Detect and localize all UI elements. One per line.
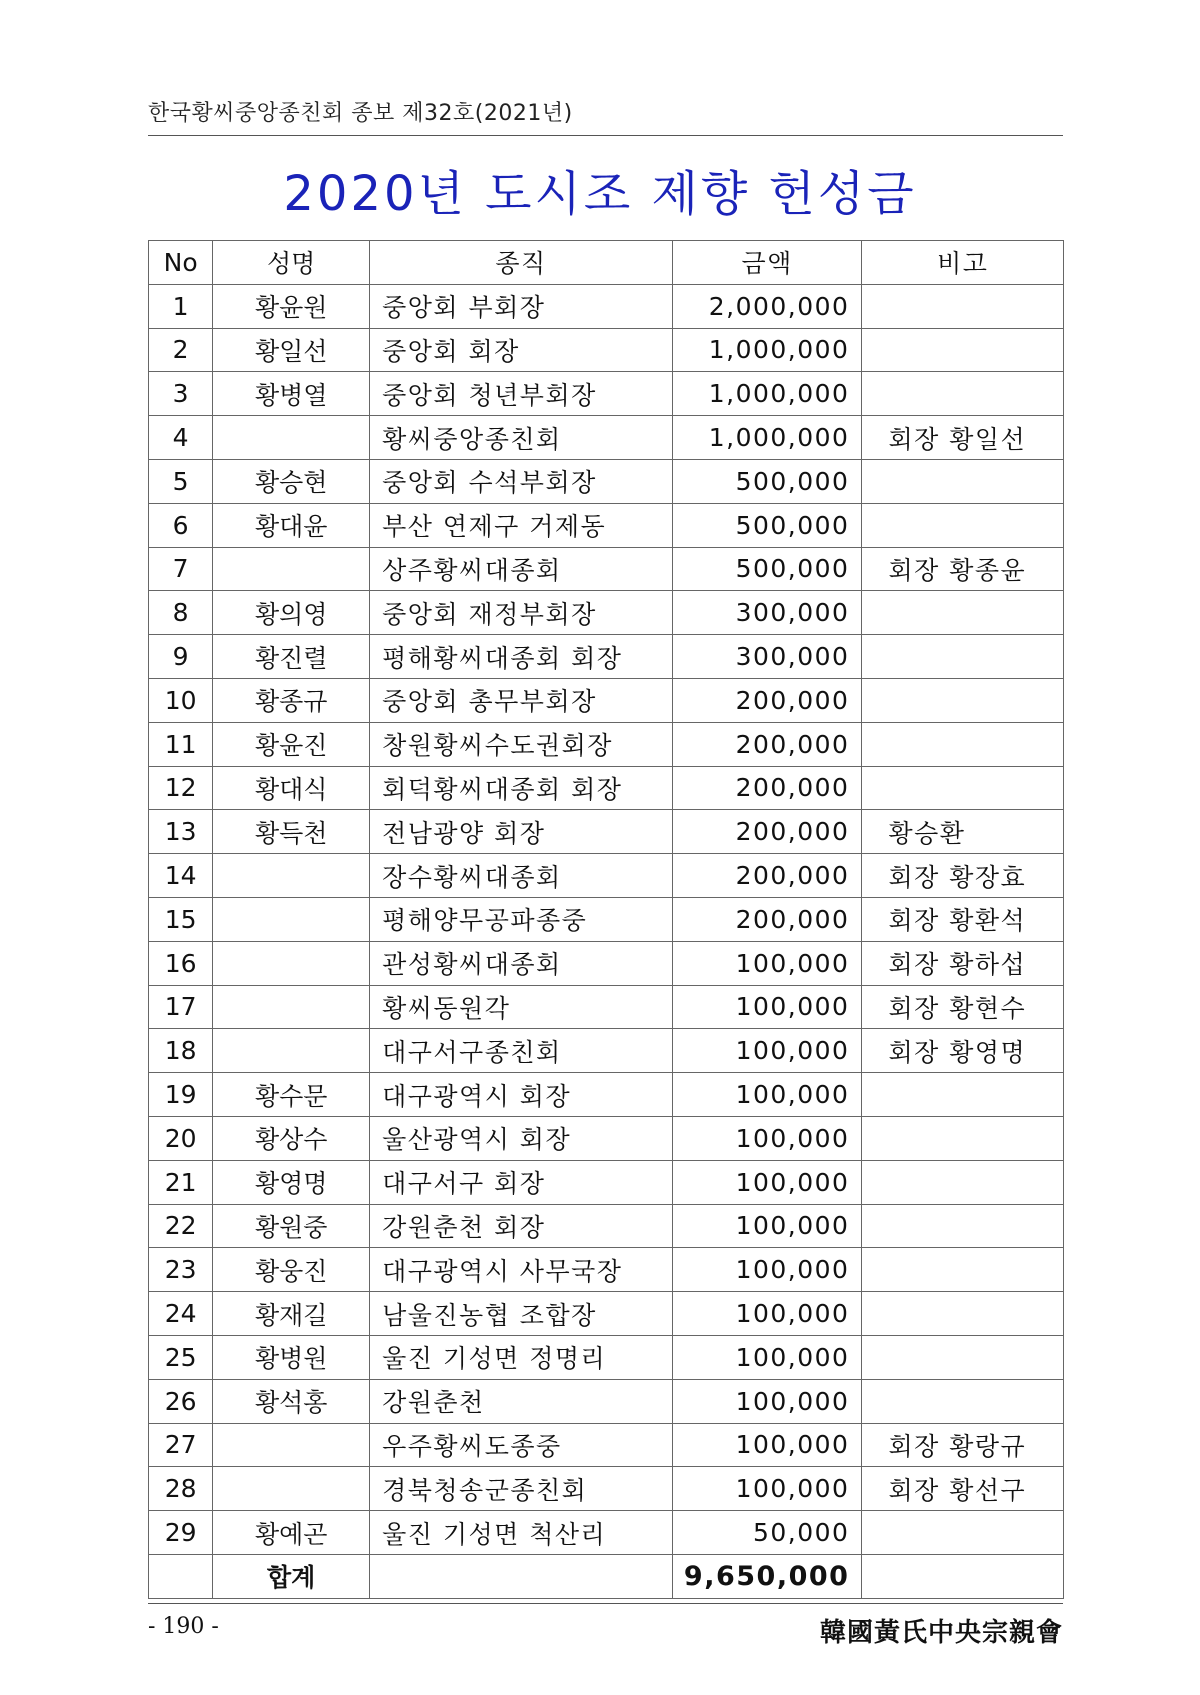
- table-row: [149, 1029, 1064, 1073]
- row-note: [862, 1292, 1064, 1336]
- row-title: 황씨동원각: [370, 985, 673, 1029]
- row-name: 황득천: [213, 810, 370, 854]
- row-note: 회장 황영명: [862, 1029, 1064, 1073]
- table-row: [149, 941, 1064, 985]
- row-note: [862, 678, 1064, 722]
- row-no: 27: [149, 1423, 213, 1467]
- row-no: 14: [149, 854, 213, 898]
- table-row: [149, 810, 1064, 854]
- row-note: 회장 황환석: [862, 897, 1064, 941]
- row-no: 10: [149, 678, 213, 722]
- row-amount: 1,000,000: [672, 416, 862, 460]
- row-note: [862, 284, 1064, 328]
- row-amount: 200,000: [672, 810, 862, 854]
- running-header: 한국황씨중앙종친회 종보 제32호(2021년): [148, 101, 573, 126]
- column-header-name: 성명: [213, 241, 370, 285]
- table-row: [149, 1335, 1064, 1379]
- row-name: [213, 1423, 370, 1467]
- row-note: [862, 503, 1064, 547]
- row-no: 21: [149, 1160, 213, 1204]
- row-title: 중앙회 청년부회장: [370, 372, 673, 416]
- row-name: 황웅진: [213, 1248, 370, 1292]
- row-amount: 100,000: [672, 985, 862, 1029]
- row-amount: 200,000: [672, 766, 862, 810]
- table-row: [149, 1467, 1064, 1511]
- row-name: 황상수: [213, 1116, 370, 1160]
- row-name: 황종규: [213, 678, 370, 722]
- row-amount: 100,000: [672, 1073, 862, 1117]
- row-note: 황승환: [862, 810, 1064, 854]
- total-title-cell: [370, 1554, 673, 1598]
- row-title: 대구광역시 사무국장: [370, 1248, 673, 1292]
- row-note: 회장 황현수: [862, 985, 1064, 1029]
- table-row: [149, 459, 1064, 503]
- row-title: 부산 연제구 거제동: [370, 503, 673, 547]
- row-name: 황병원: [213, 1335, 370, 1379]
- row-note: 회장 황종윤: [862, 547, 1064, 591]
- row-note: 회장 황하섭: [862, 941, 1064, 985]
- row-name: [213, 941, 370, 985]
- row-name: [213, 897, 370, 941]
- row-note: [862, 372, 1064, 416]
- row-no: 17: [149, 985, 213, 1029]
- row-amount: 2,000,000: [672, 284, 862, 328]
- row-no: 20: [149, 1116, 213, 1160]
- row-name: 황일선: [213, 328, 370, 372]
- row-no: 19: [149, 1073, 213, 1117]
- row-name: [213, 1029, 370, 1073]
- row-amount: 300,000: [672, 635, 862, 679]
- row-amount: 100,000: [672, 1204, 862, 1248]
- row-amount: 100,000: [672, 1423, 862, 1467]
- table-row: [149, 897, 1064, 941]
- row-note: 회장 황선구: [862, 1467, 1064, 1511]
- row-title: 강원춘천: [370, 1379, 673, 1423]
- table-row: [149, 766, 1064, 810]
- row-note: 회장 황장효: [862, 854, 1064, 898]
- row-no: 28: [149, 1467, 213, 1511]
- row-no: 13: [149, 810, 213, 854]
- total-no-cell: [149, 1554, 213, 1598]
- table-row: [149, 1511, 1064, 1555]
- row-no: 9: [149, 635, 213, 679]
- row-name: 황대식: [213, 766, 370, 810]
- row-no: 16: [149, 941, 213, 985]
- header-divider: [148, 135, 1063, 136]
- row-name: 황원중: [213, 1204, 370, 1248]
- row-amount: 500,000: [672, 503, 862, 547]
- row-title: 중앙회 수석부회장: [370, 459, 673, 503]
- row-title: 대구서구 회장: [370, 1160, 673, 1204]
- row-note: [862, 722, 1064, 766]
- row-no: 29: [149, 1511, 213, 1555]
- row-note: [862, 1116, 1064, 1160]
- row-name: 황예곤: [213, 1511, 370, 1555]
- footer-divider: [148, 1603, 1063, 1604]
- table-row: [149, 1248, 1064, 1292]
- total-note-cell: [862, 1554, 1064, 1598]
- row-title: 울진 기성면 척산리: [370, 1511, 673, 1555]
- row-title: 관성황씨대종회: [370, 941, 673, 985]
- row-no: 6: [149, 503, 213, 547]
- row-name: [213, 416, 370, 460]
- row-no: 5: [149, 459, 213, 503]
- row-amount: 100,000: [672, 1029, 862, 1073]
- row-amount: 500,000: [672, 459, 862, 503]
- row-amount: 100,000: [672, 1467, 862, 1511]
- table-row: [149, 1116, 1064, 1160]
- row-note: [862, 591, 1064, 635]
- row-no: 22: [149, 1204, 213, 1248]
- row-title: 회덕황씨대종회 회장: [370, 766, 673, 810]
- table-body: [149, 284, 1064, 1554]
- row-no: 12: [149, 766, 213, 810]
- row-amount: 1,000,000: [672, 328, 862, 372]
- row-name: [213, 1467, 370, 1511]
- row-name: 황병열: [213, 372, 370, 416]
- table-row: [149, 547, 1064, 591]
- total-row: [149, 1554, 1064, 1598]
- total-label: 합계: [213, 1554, 370, 1598]
- row-name: 황석홍: [213, 1379, 370, 1423]
- table-header-row: [149, 241, 1064, 285]
- row-no: 1: [149, 284, 213, 328]
- row-name: 황대윤: [213, 503, 370, 547]
- column-header-title: 종직: [370, 241, 673, 285]
- row-note: [862, 1379, 1064, 1423]
- row-title: 창원황씨수도권회장: [370, 722, 673, 766]
- row-title: 대구서구종친회: [370, 1029, 673, 1073]
- row-name: 황윤진: [213, 722, 370, 766]
- row-title: 전남광양 회장: [370, 810, 673, 854]
- row-no: 25: [149, 1335, 213, 1379]
- row-amount: 100,000: [672, 1116, 862, 1160]
- row-amount: 100,000: [672, 1335, 862, 1379]
- table-row: [149, 1204, 1064, 1248]
- row-note: 회장 황랑규: [862, 1423, 1064, 1467]
- row-title: 울산광역시 회장: [370, 1116, 673, 1160]
- row-no: 26: [149, 1379, 213, 1423]
- row-name: 황영명: [213, 1160, 370, 1204]
- table-row: [149, 1073, 1064, 1117]
- row-title: 황씨중앙종친회: [370, 416, 673, 460]
- row-name: [213, 985, 370, 1029]
- row-amount: 100,000: [672, 1160, 862, 1204]
- row-title: 우주황씨도종중: [370, 1423, 673, 1467]
- row-name: [213, 547, 370, 591]
- row-note: [862, 459, 1064, 503]
- column-header-no: No: [149, 241, 213, 285]
- table-row: [149, 678, 1064, 722]
- table-row: [149, 1379, 1064, 1423]
- row-amount: 200,000: [672, 722, 862, 766]
- row-amount: 100,000: [672, 1248, 862, 1292]
- row-no: 18: [149, 1029, 213, 1073]
- row-note: [862, 1335, 1064, 1379]
- row-note: 회장 황일선: [862, 416, 1064, 460]
- row-title: 대구광역시 회장: [370, 1073, 673, 1117]
- row-name: 황재길: [213, 1292, 370, 1336]
- row-no: 2: [149, 328, 213, 372]
- row-title: 남울진농협 조합장: [370, 1292, 673, 1336]
- table-row: [149, 416, 1064, 460]
- table-row: [149, 722, 1064, 766]
- row-no: 8: [149, 591, 213, 635]
- row-note: [862, 766, 1064, 810]
- table-row: [149, 985, 1064, 1029]
- row-no: 11: [149, 722, 213, 766]
- page-title: 2020년 도시조 제향 헌성금: [283, 166, 917, 222]
- organization-name: 韓國黃氏中央宗親會: [819, 1618, 1063, 1648]
- table-row: [149, 1292, 1064, 1336]
- row-no: 3: [149, 372, 213, 416]
- row-note: [862, 328, 1064, 372]
- row-title: 평해양무공파종중: [370, 897, 673, 941]
- row-name: [213, 854, 370, 898]
- row-note: [862, 1073, 1064, 1117]
- row-name: 황의영: [213, 591, 370, 635]
- page-number: - 190 -: [148, 1614, 219, 1639]
- row-amount: 200,000: [672, 897, 862, 941]
- row-title: 강원춘천 회장: [370, 1204, 673, 1248]
- row-title: 평해황씨대종회 회장: [370, 635, 673, 679]
- row-name: 황수문: [213, 1073, 370, 1117]
- row-title: 중앙회 총무부회장: [370, 678, 673, 722]
- row-no: 23: [149, 1248, 213, 1292]
- row-amount: 300,000: [672, 591, 862, 635]
- row-amount: 100,000: [672, 1292, 862, 1336]
- row-no: 7: [149, 547, 213, 591]
- row-title: 중앙회 회장: [370, 328, 673, 372]
- column-header-note: 비고: [862, 241, 1064, 285]
- table-row: [149, 503, 1064, 547]
- row-no: 4: [149, 416, 213, 460]
- row-amount: 200,000: [672, 678, 862, 722]
- row-title: 장수황씨대종회: [370, 854, 673, 898]
- row-name: 황승현: [213, 459, 370, 503]
- row-amount: 100,000: [672, 1379, 862, 1423]
- row-title: 중앙회 부회장: [370, 284, 673, 328]
- column-header-amount: 금액: [672, 241, 862, 285]
- row-title: 상주황씨대종회: [370, 547, 673, 591]
- row-title: 중앙회 재정부회장: [370, 591, 673, 635]
- table-row: [149, 1160, 1064, 1204]
- row-note: [862, 1511, 1064, 1555]
- table-row: [149, 328, 1064, 372]
- row-amount: 1,000,000: [672, 372, 862, 416]
- row-no: 24: [149, 1292, 213, 1336]
- row-note: [862, 1204, 1064, 1248]
- table-row: [149, 635, 1064, 679]
- donation-table: [148, 240, 1064, 1599]
- table-row: [149, 284, 1064, 328]
- table-row: [149, 372, 1064, 416]
- row-name: 황윤원: [213, 284, 370, 328]
- row-amount: 200,000: [672, 854, 862, 898]
- row-no: 15: [149, 897, 213, 941]
- table-row: [149, 591, 1064, 635]
- row-note: [862, 1160, 1064, 1204]
- row-amount: 100,000: [672, 941, 862, 985]
- row-note: [862, 635, 1064, 679]
- row-note: [862, 1248, 1064, 1292]
- row-title: 울진 기성면 정명리: [370, 1335, 673, 1379]
- table-row: [149, 854, 1064, 898]
- row-amount: 500,000: [672, 547, 862, 591]
- table-row: [149, 1423, 1064, 1467]
- row-title: 경북청송군종친회: [370, 1467, 673, 1511]
- row-amount: 50,000: [672, 1511, 862, 1555]
- total-amount: 9,650,000: [672, 1554, 862, 1598]
- row-name: 황진렬: [213, 635, 370, 679]
